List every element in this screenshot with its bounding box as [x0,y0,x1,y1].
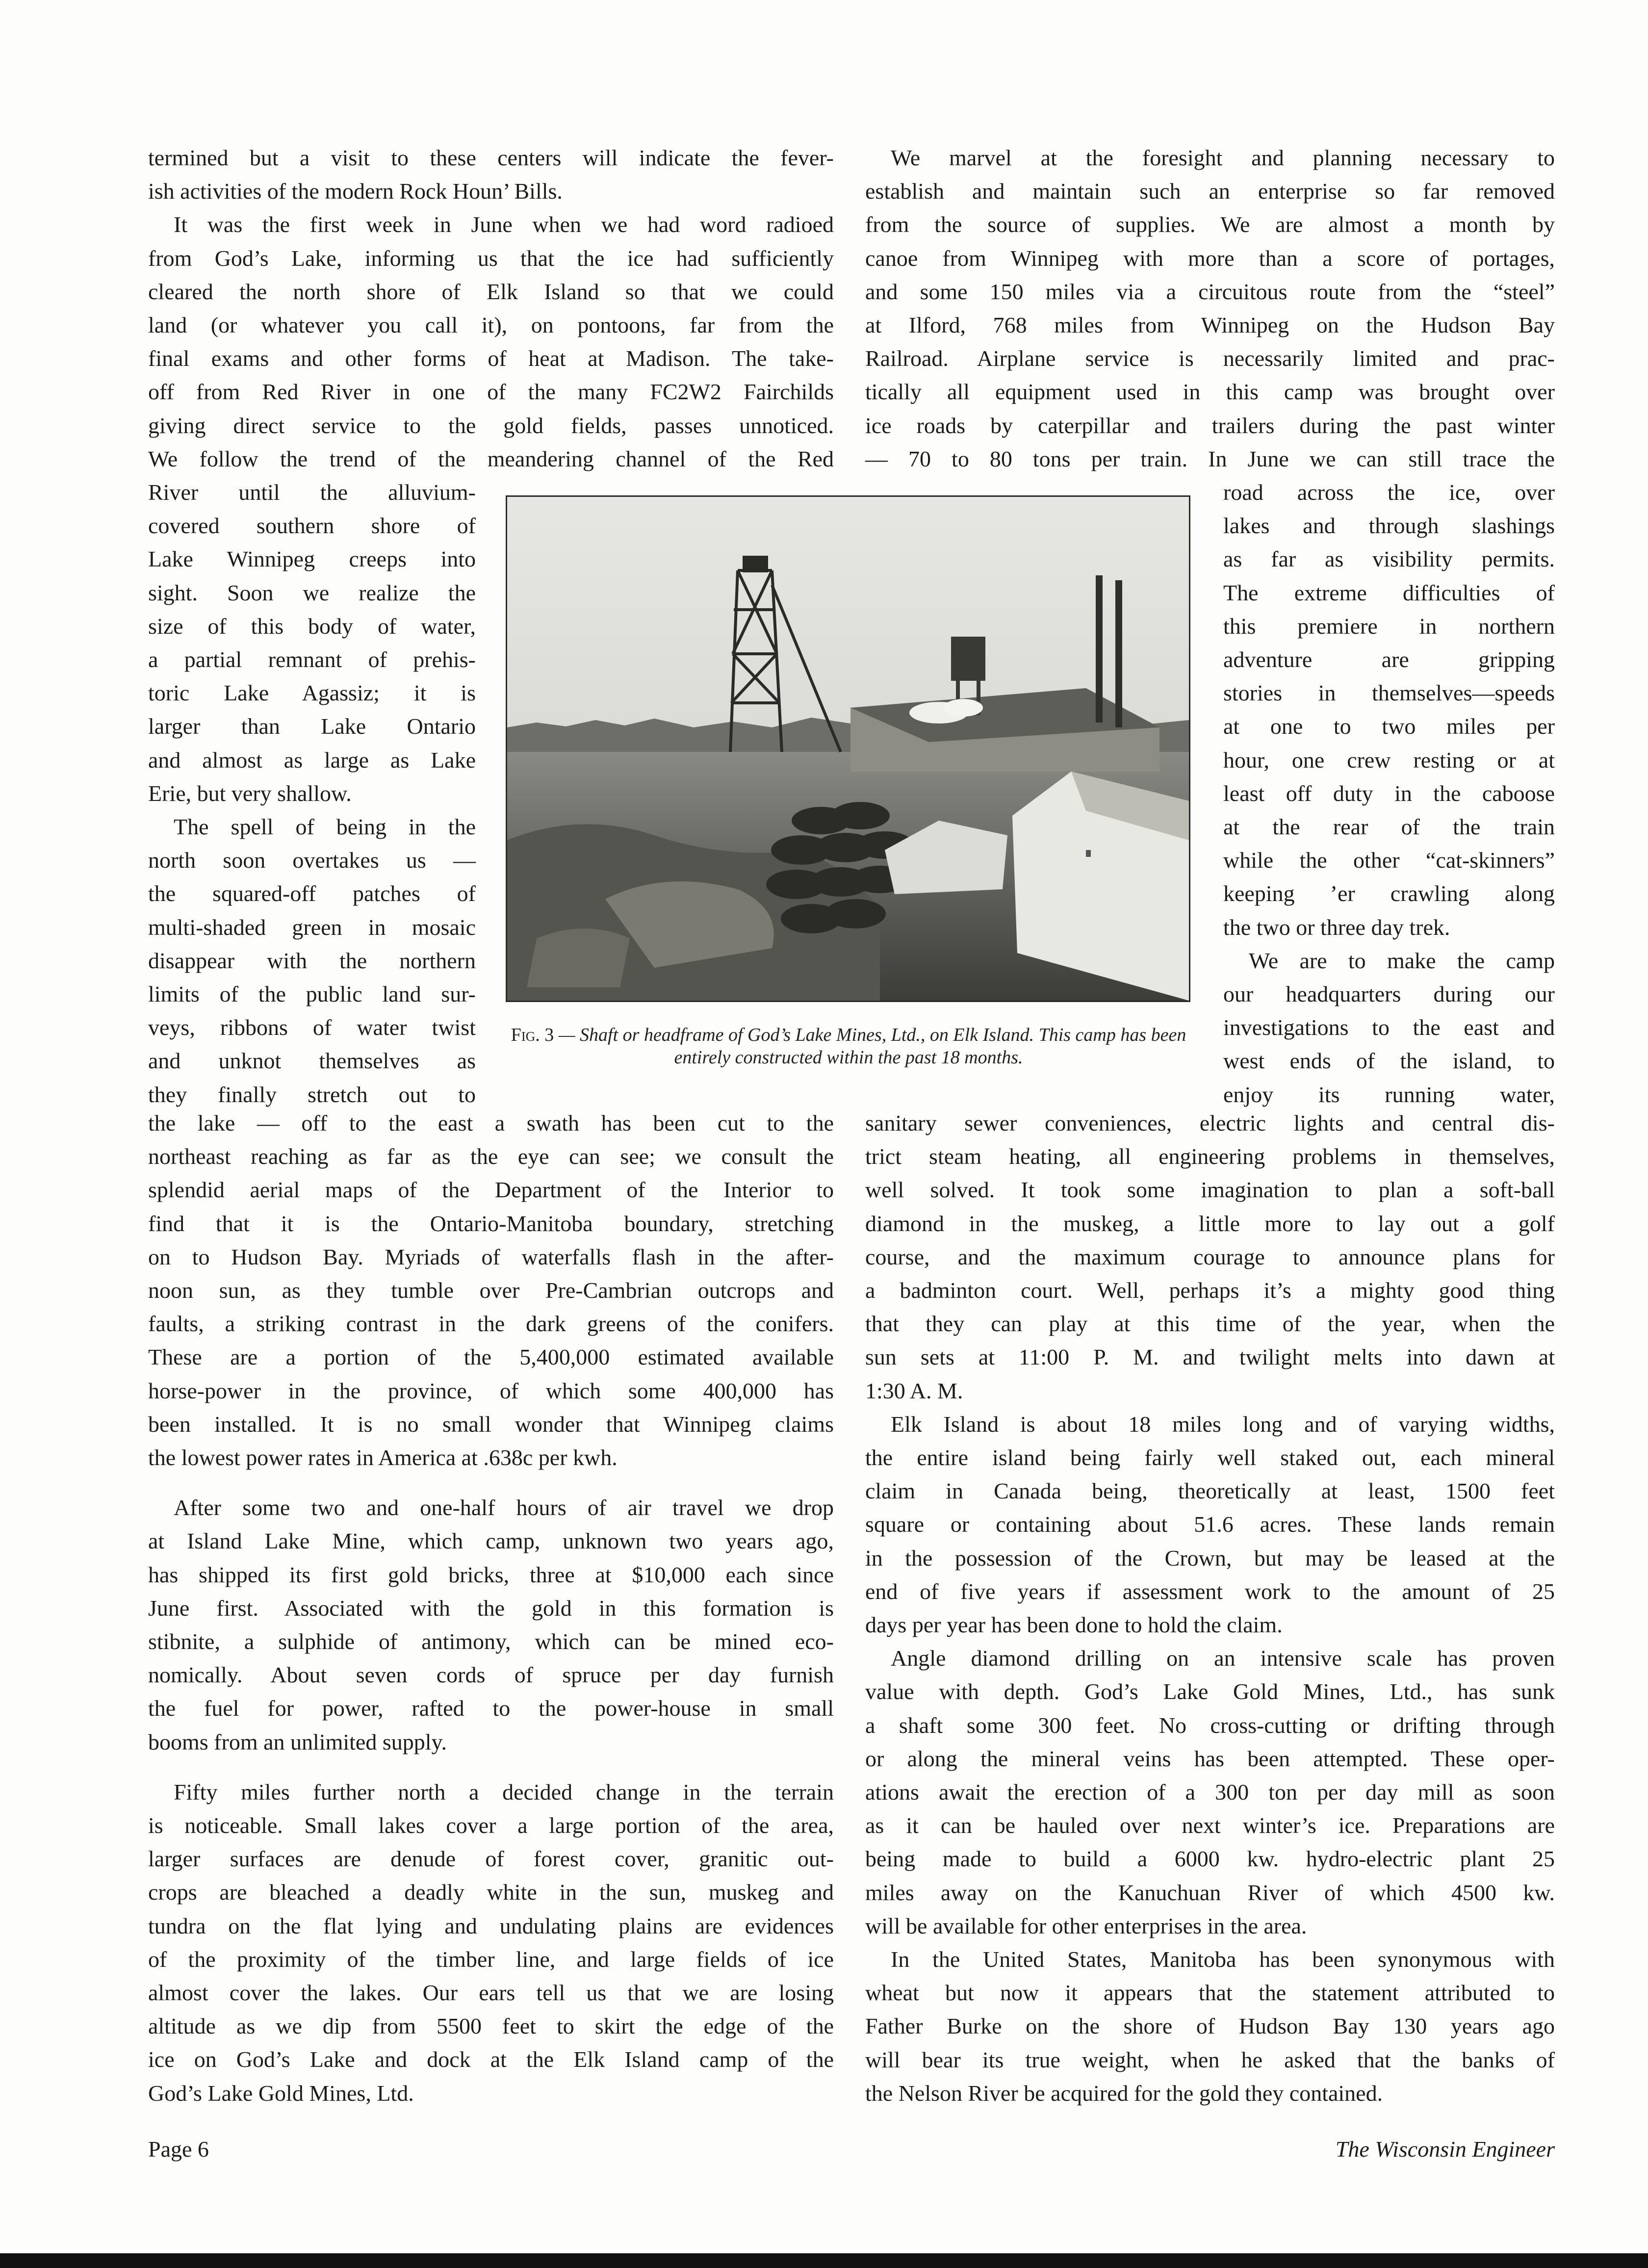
text-line: enjoy its running water, [1223,1082,1555,1107]
right-column-top [865,141,1555,476]
text-line: a badminton court. Well, perhaps it’s a mighty good thing [865,1278,1555,1303]
text-line: sun sets at 11:00 P. M. and twilight melts into dawn at [865,1344,1555,1370]
text-line: splendid aerial maps of the Department of the Interior to [148,1177,834,1203]
scan-edge-bar [0,2253,1648,2268]
text-line: this premiere in northern [1223,613,1555,639]
text-line: a shaft some 300 feet. No cross-cutting or drifting through [865,1712,1555,1738]
text-line: they finally stretch out to [148,1082,476,1107]
text-line: booms from an unlimited supply. [148,1729,447,1754]
text-line: and almost as large as Lake [148,747,476,773]
text-line: and some 150 miles via a circuitous route from the “steel” [865,279,1555,304]
text-line: as far as visibility permits. [1223,546,1555,572]
text-line: limits of the public land sur- [148,981,476,1007]
text-line: investigations to the east and [1223,1015,1555,1040]
text-line: In the United States, Manitoba has been synonymous with [891,1947,1555,1972]
text-line: adventure are gripping [1223,647,1555,672]
text-line: canoe from Winnipeg with more than a score of portages, [865,245,1555,271]
text-line: at Island Lake Mine, which camp, unknown two years ago, [148,1528,834,1554]
text-line: diamond in the muskeg, a little more to lay out a golf [865,1211,1555,1236]
text-line: June first. Associated with the gold in this formation is [148,1595,834,1621]
figure-caption-text: — Shaft or headframe of God’s Lake Mines, Ltd., on Elk Island. This camp has been entirely constructed within the past 18 months. [558,1025,1186,1068]
text-line: size of this body of water, [148,613,476,639]
text-line: that they can play at this time of the year, when the [865,1311,1555,1337]
text-line: ish activities of the modern Rock Houn’ Bills. [148,179,563,204]
mine-photo-illustration [507,497,1189,1001]
text-line: toric Lake Agassiz; it is [148,680,476,706]
text-line: claim in Canada being, theoretically at least, 1500 feet [865,1478,1555,1504]
text-line: the fuel for power, rafted to the power-house in small [148,1696,834,1721]
text-line: hour, one crew resting or at [1223,747,1555,773]
figure-caption [510,1024,1187,1069]
text-line: larger surfaces are denude of forest cover, granitic out- [148,1846,834,1872]
text-line: Fifty miles further north a decided change in the terrain [174,1779,834,1804]
text-line: course, and the maximum courage to announce plans for [865,1244,1555,1269]
text-line: cleared the north shore of Elk Island so that we could [148,279,834,304]
text-line: Lake Winnipeg creeps into [148,546,476,572]
text-line: final exams and other forms of heat at Madison. The take- [148,346,834,371]
text-line: These are a portion of the 5,400,000 estimated available [148,1344,834,1370]
text-line: We marvel at the foresight and planning necessary to [891,145,1555,170]
text-line: end of five years if assessment work to the amount of 25 [865,1578,1555,1604]
text-line: altitude as we dip from 5500 feet to skirt the edge of the [148,2013,834,2039]
text-line: while the other “cat-skinners” [1223,848,1555,873]
right-column-narrow [1223,476,1555,1111]
text-line: tundra on the flat lying and undulating plains are evidences [148,1913,834,1938]
text-line: at Ilford, 768 miles from Winnipeg on the Hudson Bay [865,312,1555,338]
publication-title: The Wisconsin Engineer [1335,2137,1555,2162]
text-line: 1:30 A. M. [865,1378,963,1403]
text-line: giving direct service to the gold fields, passes unnoticed. [148,412,834,438]
text-line: larger than Lake Ontario [148,714,476,739]
left-column-bottom [148,1107,834,2110]
text-line: the lake — off to the east a swath has been cut to the [148,1110,834,1135]
text-line: of the proximity of the timber line, and large fields of ice [148,1946,834,1972]
text-line: nomically. About seven cords of spruce per day furnish [148,1662,834,1688]
text-line: sight. Soon we realize the [148,580,476,605]
text-line: Father Burke on the shore of Hudson Bay 130 years ago [865,2013,1555,2039]
text-line: multi-shaded green in mosaic [148,914,476,940]
figure-label: Fig. 3 [511,1025,554,1045]
text-line: — 70 to 80 tons per train. In June we can still trace the [865,446,1555,471]
page-number: Page 6 [148,2137,209,2162]
text-line: in the possession of the Crown, but may be leased at the [865,1545,1555,1571]
text-line: covered southern shore of [148,513,476,539]
text-line: tically all equipment used in this camp was brought over [865,379,1555,405]
text-line: crops are bleached a deadly white in the sun, muskeg and [148,1880,834,1905]
text-line: establish and maintain such an enterprise so far removed [865,179,1555,204]
text-line: has shipped its first gold bricks, three at $10,000 each since [148,1562,834,1587]
text-line: noon sun, as they tumble over Pre-Cambrian outcrops and [148,1278,834,1303]
text-line: at the rear of the train [1223,814,1555,840]
text-line: sanitary sewer conveniences, electric lights and central dis- [865,1110,1555,1135]
text-line: road across the ice, over [1223,480,1555,505]
text-line: trict steam heating, all engineering problems in themselves, [865,1144,1555,1169]
text-line: at one to two miles per [1223,714,1555,739]
text-line: land (or whatever you call it), on pontoons, far from the [148,312,834,338]
text-line: horse-power in the province, of which some 400,000 has [148,1378,834,1403]
text-line: the two or three day trek. [1223,914,1450,940]
text-line: termined but a visit to these centers will indicate the fever- [148,145,834,170]
right-column-bottom [865,1107,1555,2110]
text-line: west ends of the island, to [1223,1048,1555,1074]
text-line: almost cover the lakes. Our ears tell us that we are losing [148,1980,834,2006]
text-line: River until the alluvium- [148,480,476,505]
text-line: ations await the erection of a 300 ton per day mill as soon [865,1779,1555,1805]
text-line: Railroad. Airplane service is necessarily limited and prac- [865,346,1555,371]
text-line: the squared-off patches of [148,881,476,906]
text-line: ice on God’s Lake and dock at the Elk Island camp of the [148,2047,834,2072]
text-line: and unknot themselves as [148,1048,476,1074]
text-line: off from Red River in one of the many FC2W2 Fairchilds [148,379,834,405]
text-line: lakes and through slashings [1223,513,1555,539]
text-line: Elk Island is about 18 miles long and of varying widths, [891,1411,1555,1437]
text-line: wheat but now it appears that the statement attributed to [865,1980,1555,2006]
text-line: God’s Lake Gold Mines, Ltd. [148,2080,414,2106]
text-line: the lowest power rates in America at .638c per kwh. [148,1445,618,1470]
text-line: stories in themselves—speeds [1223,680,1555,706]
text-line: After some two and one-half hours of air travel we drop [174,1495,834,1521]
text-line: or along the mineral veins has been attempted. These oper- [865,1746,1555,1771]
text-line: ice roads by caterpillar and trailers during the past winter [865,412,1555,438]
text-line: will be available for other enterprises in the area. [865,1913,1307,1938]
text-line: It was the first week in June when we had word radioed [174,212,834,237]
text-line: our headquarters during our [1223,981,1555,1007]
text-line: as it can be hauled over next winter’s ice. Preparations are [865,1813,1555,1838]
text-line: The extreme difficulties of [1223,580,1555,605]
text-line: on to Hudson Bay. Myriads of waterfalls flash in the after- [148,1244,834,1269]
text-line: is noticeable. Small lakes cover a large portion of the area, [148,1813,834,1838]
text-line: well solved. It took some imagination to plan a soft-ball [865,1177,1555,1203]
text-line: disappear with the northern [148,948,476,973]
text-line: The spell of being in the [174,814,476,840]
text-line: value with depth. God’s Lake Gold Mines, Ltd., has sunk [865,1679,1555,1704]
text-line: will bear its true weight, when he asked that the banks of [865,2047,1555,2072]
text-line: least off duty in the caboose [1223,780,1555,806]
text-line: from God’s Lake, informing us that the ice had sufficiently [148,245,834,271]
text-line: miles away on the Kanuchuan River of which 4500 kw. [865,1880,1555,1905]
text-line: square or containing about 51.6 acres. These lands remain [865,1512,1555,1537]
mine-headframe-photo [506,495,1190,1002]
text-line: veys, ribbons of water twist [148,1015,476,1040]
text-line: northeast reaching as far as the eye can see; we consult the [148,1144,834,1169]
text-line: the Nelson River be acquired for the gold they contained. [865,2080,1383,2106]
text-line: being made to build a 6000 kw. hydro-electric plant 25 [865,1846,1555,1872]
text-line: stibnite, a sulphide of antimony, which can be mined eco- [148,1629,834,1654]
text-line: north soon overtakes us — [148,848,476,873]
text-line: We follow the trend of the meandering channel of the Red [148,446,834,471]
left-column-top [148,141,834,476]
text-line: a partial remnant of prehis- [148,647,476,672]
text-line: Angle diamond drilling on an intensive scale has proven [891,1646,1555,1671]
text-line: find that it is the Ontario-Manitoba boundary, stretching [148,1211,834,1236]
text-line: the entire island being fairly well staked out, each mineral [865,1445,1555,1470]
text-line: We are to make the camp [1249,948,1555,973]
left-column-narrow [148,476,476,1111]
text-line: faults, a striking contrast in the dark greens of the conifers. [148,1311,834,1337]
text-line: from the source of supplies. We are almost a month by [865,212,1555,237]
text-line: been installed. It is no small wonder that Winnipeg claims [148,1411,834,1437]
text-line: keeping ’er crawling along [1223,881,1555,906]
text-line: days per year has been done to hold the claim. [865,1612,1283,1638]
text-line: Erie, but very shallow. [148,780,352,806]
